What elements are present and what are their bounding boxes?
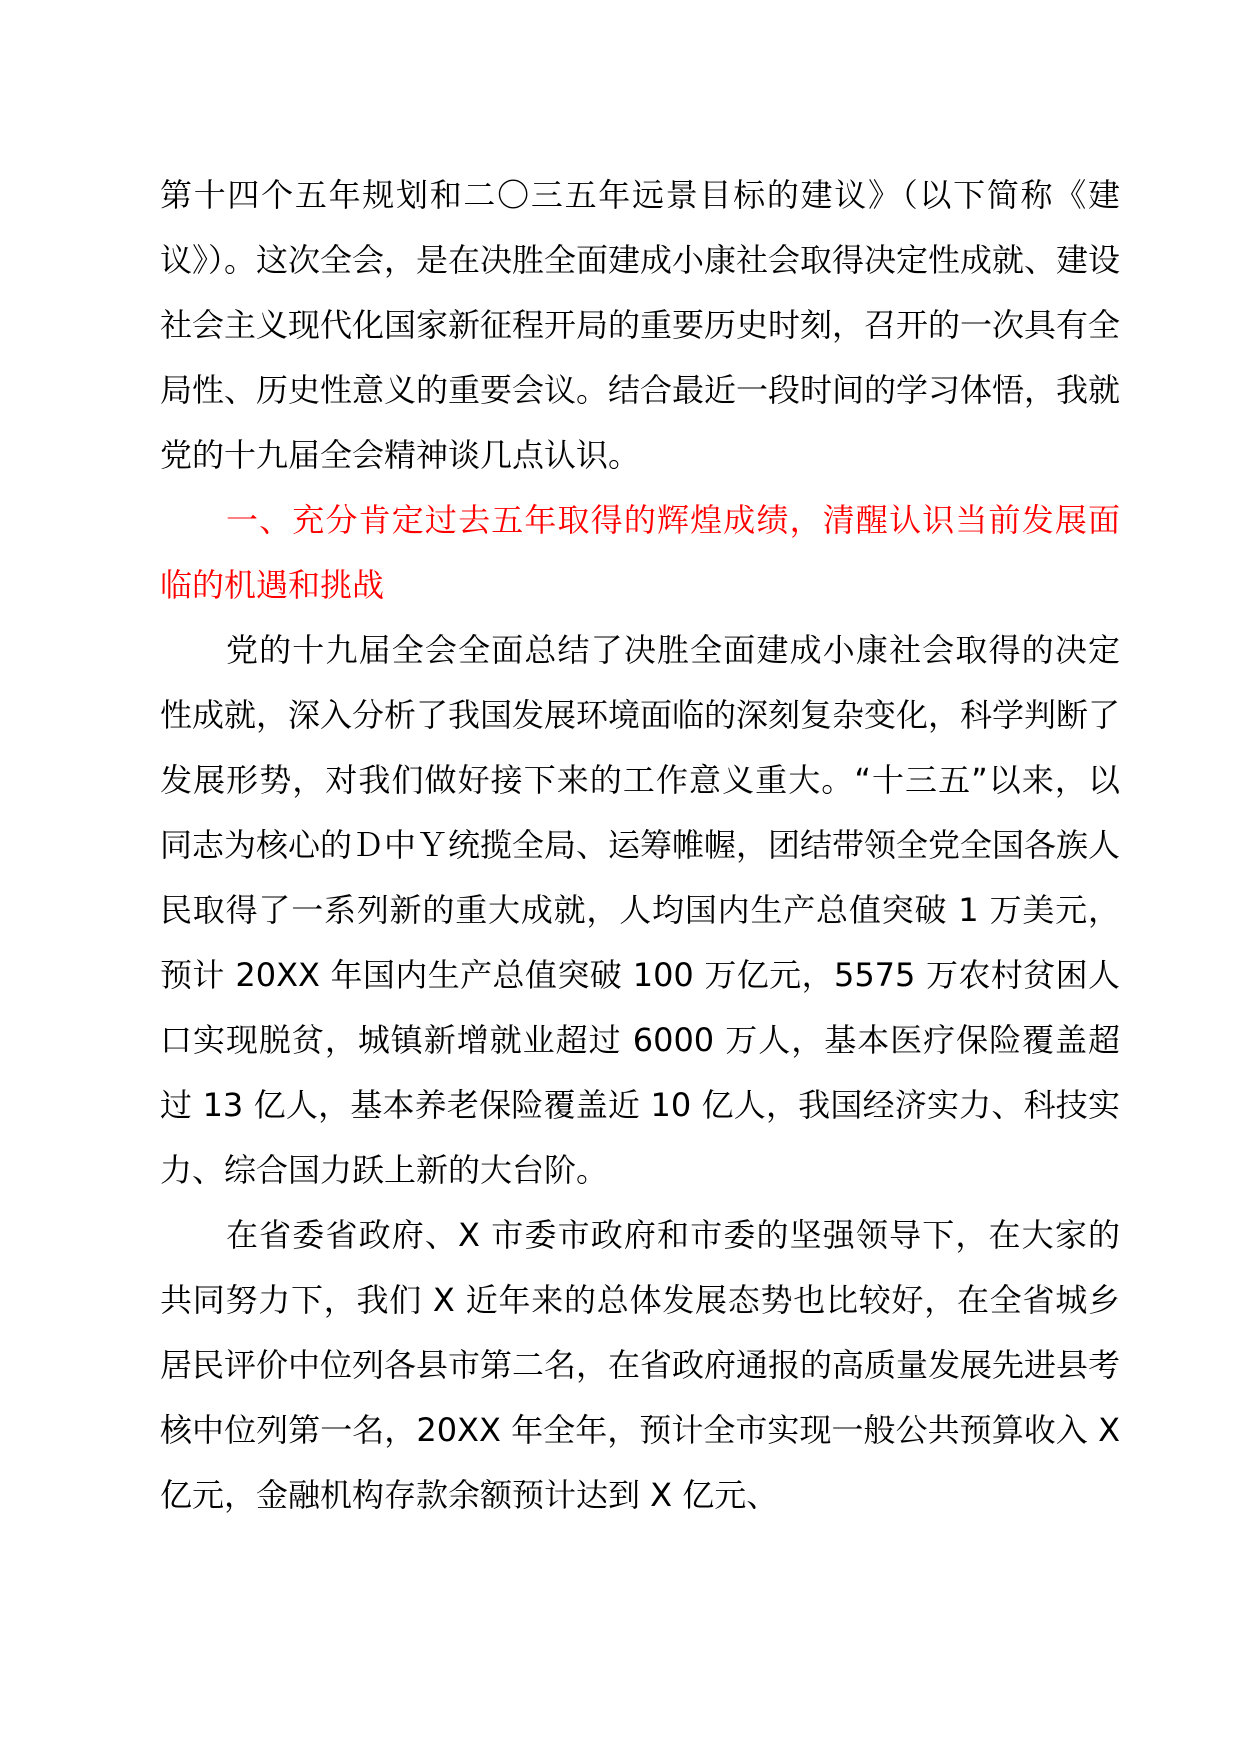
document-body (160, 163, 1120, 1528)
paragraph-opening: 第十四个五年规划和二〇三五年远景目标的建议》（以下简称《建议》）。这次全会，是在决胜全面建成小康社会取得决定性成就、建设社会主义现代化国家新征程开局的重要历史时刻，召开的一次具有全局性、历史性意义的重要会议。结合最近一段时间的学习体悟，我就党的十九届全会精神谈几点认识。 (160, 176, 1121, 474)
section-heading-1: 一、充分肯定过去五年取得的辉煌成绩，清醒认识当前发展面临的机遇和挑战 (160, 501, 1120, 604)
paragraph-local-development: 在省委省政府、X 市委市政府和市委的坚强领导下，在大家的共同努力下，我们 X 近年来的总体发展态势也比较好，在全省城乡居民评价中位列各县市第二名，在省政府通报的高质量发展先进县考核中位列第一名，20XX 年全年，预计全市实现一般公共预算收入 X 亿元，金融机构存款余额预计达到 X 亿元、 (160, 1216, 1121, 1514)
paragraph-achievements: 党的十九届全会全面总结了决胜全面建成小康社会取得的决定性成就，深入分析了我国发展环境面临的深刻复杂变化，科学判断了发展形势，对我们做好接下来的工作意义重大。“十三五”以来，以同志为核心的Ｄ中Ｙ统揽全局、运筹帷幄，团结带领全党全国各族人民取得了一系列新的重大成就，人均国内生产总值突破 1 万美元，预计 20XX 年国内生产总值突破 100 万亿元，5575 万农村贫困人口实现脱贫，城镇新增就业超过 6000 万人，基本医疗保险覆盖超过 13 亿人，基本养老保险覆盖近 10 亿人，我国经济实力、科技实力、综合国力跃上新的大台阶。 (160, 631, 1121, 1189)
